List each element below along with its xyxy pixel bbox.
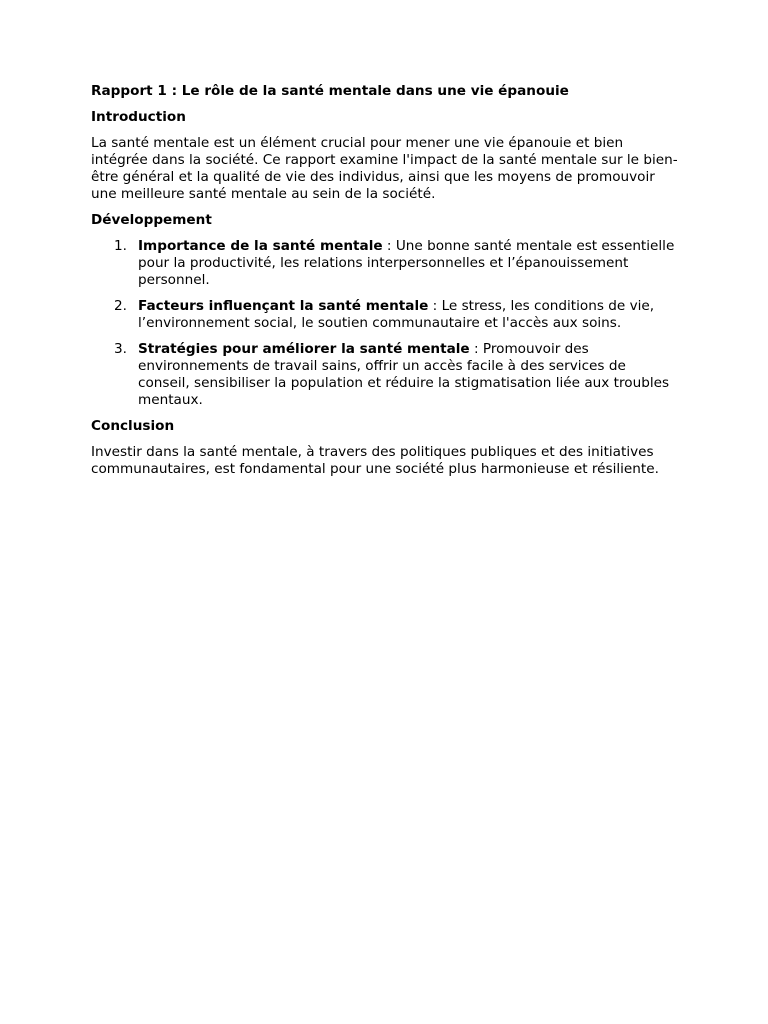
document-page <box>91 83 681 487</box>
list-item-term: Stratégies pour améliorer la santé mentale <box>138 341 470 357</box>
list-item <box>91 341 681 409</box>
list-item <box>91 298 681 332</box>
list-item <box>91 238 681 289</box>
list-item-number: 2. <box>114 298 127 314</box>
list-item-text: : Une bonne santé mentale est essentielle pour la productivité, les relations interpersonnelles et l’épanouissement personnel. <box>138 238 675 288</box>
list-item-number: 3. <box>114 341 127 357</box>
list-item-number: 1. <box>114 238 127 254</box>
introduction-paragraph: La santé mentale est un élément crucial pour mener une vie épanouie et bien intégrée dans la société. Ce rapport examine l'impact de la santé mentale sur le bien-être général et la qualité de vie des individus, ainsi que les moyens de promouvoir une meilleure santé mentale au sein de la société. <box>91 135 678 202</box>
conclusion-heading: Conclusion <box>91 418 175 434</box>
conclusion-paragraph: Investir dans la santé mentale, à travers des politiques publiques et des initiatives communautaires, est fondamental pour une société plus harmonieuse et résiliente. <box>91 444 659 477</box>
developpement-heading: Développement <box>91 212 212 228</box>
list-item-text: : Le stress, les conditions de vie, l’environnement social, le soutien communautaire et l'accès aux soins. <box>138 298 655 331</box>
list-item-text: : Promouvoir des environnements de travail sains, offrir un accès facile à des services de conseil, sensibiliser la population et réduire la stigmatisation liée aux troubles mentaux. <box>138 341 670 408</box>
introduction-heading: Introduction <box>91 109 186 125</box>
developpement-list <box>91 238 681 409</box>
document-title: Rapport 1 : Le rôle de la santé mentale dans une vie épanouie <box>91 83 569 99</box>
list-item-term: Facteurs influençant la santé mentale <box>138 298 429 314</box>
list-item-term: Importance de la santé mentale <box>138 238 383 254</box>
